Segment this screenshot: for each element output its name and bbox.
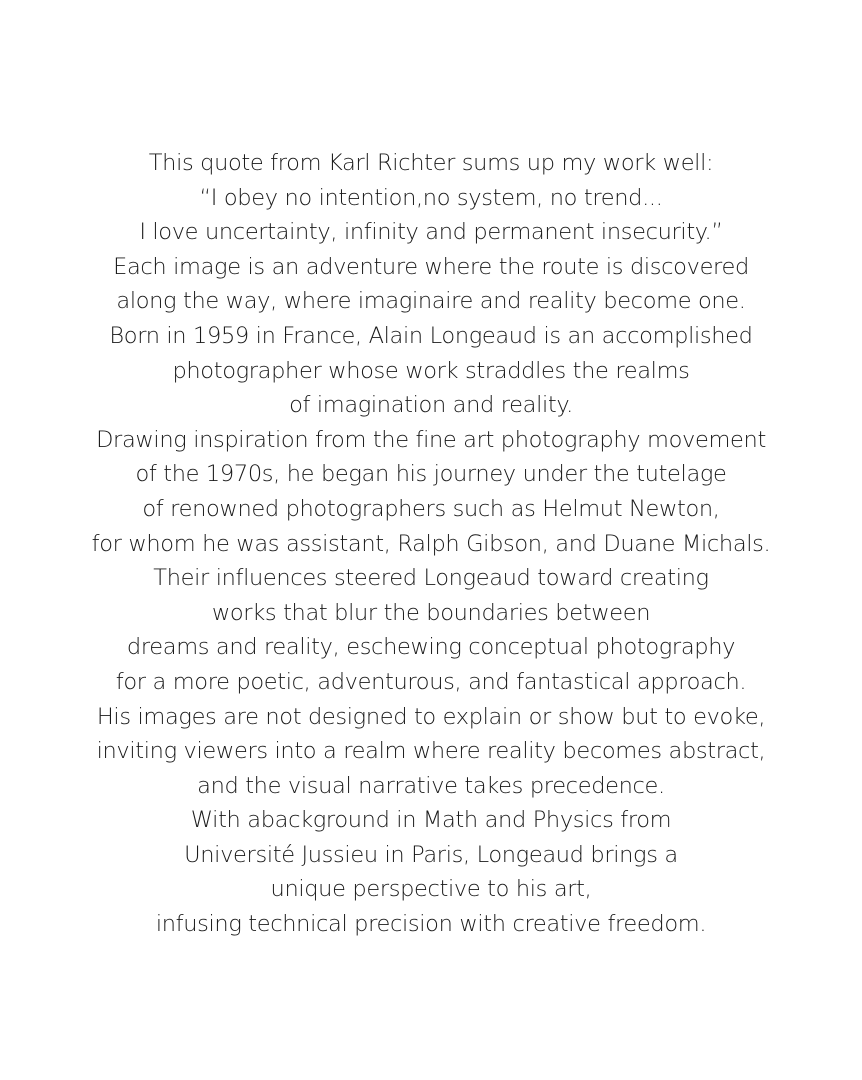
text-line: With abackground in Math and Physics from [190, 807, 672, 834]
text-line: photographer whose work straddles the realms [172, 357, 690, 384]
text-line: “I obey no intention,no system, no trend... [199, 184, 663, 211]
text-line: Their influences steered Longeaud toward creating [153, 565, 709, 592]
text-line: of imagination and reality. [289, 392, 573, 419]
text-line: I love uncertainty, infinity and permanent insecurity.” [139, 219, 723, 246]
bio-text-block [0, 146, 862, 942]
text-line: of the 1970s, he began his journey under the tutelage [135, 461, 727, 488]
text-line: inviting viewers into a realm where reality becomes abstract, [96, 738, 766, 765]
text-line: and the visual narrative takes precedence. [197, 772, 665, 799]
text-line: Drawing inspiration from the fine art photography movement [96, 426, 766, 453]
text-line: dreams and reality, eschewing conceptual photography [126, 634, 736, 661]
text-line: infusing technical precision with creative freedom. [155, 911, 707, 938]
text-line: along the way, where imaginaire and reality become one. [116, 288, 746, 315]
text-line: works that blur the boundaries between [211, 599, 651, 626]
text-line: This quote from Karl Richter sums up my work well: [148, 150, 714, 176]
text-line: for whom he was assistant, Ralph Gibson, and Duane Michals. [91, 530, 771, 557]
text-line: His images are not designed to explain or show but to evoke, [96, 703, 766, 730]
text-line: of renowned photographers such as Helmut Newton, [142, 495, 720, 522]
text-line: Born in 1959 in France, Alain Longeaud is an accomplished [109, 322, 753, 349]
text-line: Each image is an adventure where the route is discovered [113, 253, 749, 280]
text-line: unique perspective to his art, [270, 876, 592, 903]
text-line: Université Jussieu in Paris, Longeaud brings a [184, 841, 678, 868]
text-line: for a more poetic, adventurous, and fantastical approach. [115, 668, 747, 695]
